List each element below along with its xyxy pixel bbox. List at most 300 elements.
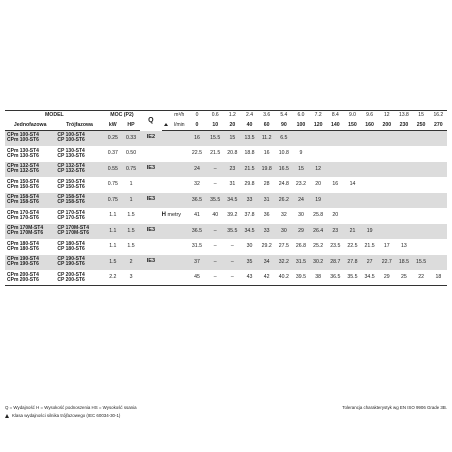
model-name: CP 132-ST4 bbox=[57, 163, 85, 169]
spacer-cell bbox=[171, 239, 187, 255]
q-m3h-7: 7.2 bbox=[310, 111, 327, 122]
ie-class bbox=[140, 208, 161, 224]
q-m3h-5: 5.4 bbox=[275, 111, 292, 122]
head-value: 36 bbox=[258, 208, 275, 224]
model-name: CP 190-ST6 bbox=[57, 261, 85, 268]
head-value: 42 bbox=[258, 270, 275, 286]
head-value bbox=[378, 131, 395, 147]
single-phase-model bbox=[5, 208, 55, 224]
q-lmin-7: 120 bbox=[310, 121, 327, 131]
model-name: CP 170-ST4 bbox=[57, 209, 85, 216]
three-phase-header: Trójfazowa bbox=[55, 121, 103, 131]
head-value: 30.2 bbox=[310, 255, 327, 271]
single-phase-model bbox=[5, 224, 55, 240]
table-row bbox=[5, 239, 447, 255]
head-value: 29 bbox=[292, 224, 309, 240]
head-value: 34.5 bbox=[224, 193, 241, 209]
head-value: 20.8 bbox=[224, 146, 241, 162]
spacer-cell bbox=[171, 146, 187, 162]
model-name: CP 170-ST6 bbox=[57, 214, 85, 221]
kw-value: 0.25 bbox=[104, 131, 122, 147]
kw-value: 2.2 bbox=[104, 270, 122, 286]
model-name: CPm 190-ST6 bbox=[7, 261, 39, 268]
head-value: 40 bbox=[207, 208, 224, 224]
head-value: 30 bbox=[292, 208, 309, 224]
table-row bbox=[5, 270, 447, 286]
head-value bbox=[327, 193, 344, 209]
head-value bbox=[430, 208, 447, 224]
q-lmin-4: 60 bbox=[258, 121, 275, 131]
head-value: 6.5 bbox=[275, 131, 292, 147]
head-value bbox=[413, 131, 430, 147]
head-value bbox=[413, 162, 430, 178]
head-value: 19 bbox=[310, 193, 327, 209]
head-value bbox=[378, 177, 395, 193]
model-name: CP 200-ST6 bbox=[57, 276, 85, 283]
head-value: – bbox=[224, 239, 241, 255]
q-m3h-4: 3.6 bbox=[258, 111, 275, 122]
power-header: MOC (P2) bbox=[104, 111, 140, 122]
head-value: 24 bbox=[187, 162, 206, 178]
model-name: CPm 190-ST4 bbox=[7, 256, 39, 262]
q-m3h-2: 1.2 bbox=[224, 111, 241, 122]
head-value: 18.5 bbox=[395, 255, 412, 271]
model-name: CPm 100-ST6 bbox=[7, 137, 39, 144]
three-phase-model bbox=[55, 270, 103, 286]
q-m3h-14: 16.2 bbox=[430, 111, 447, 122]
model-name: CP 150-ST4 bbox=[57, 178, 85, 185]
kw-value: 1.1 bbox=[104, 208, 122, 224]
head-value bbox=[430, 177, 447, 193]
head-value: 12 bbox=[310, 162, 327, 178]
hp-header: HP bbox=[122, 121, 140, 131]
head-value: 34.5 bbox=[361, 270, 378, 286]
head-value bbox=[378, 162, 395, 178]
model-name: CPm 200-ST6 bbox=[7, 276, 39, 283]
hp-value: 0.75 bbox=[122, 162, 140, 178]
head-value: 31.5 bbox=[292, 255, 309, 271]
h-axis-spacer bbox=[162, 255, 172, 271]
q-lmin-10: 160 bbox=[361, 121, 378, 131]
head-value bbox=[344, 162, 361, 178]
head-value bbox=[413, 239, 430, 255]
head-value: – bbox=[207, 239, 224, 255]
table-row bbox=[5, 146, 447, 162]
head-value: 45 bbox=[187, 270, 206, 286]
head-value: 36.5 bbox=[327, 270, 344, 286]
h-axis-label bbox=[161, 208, 181, 224]
head-value bbox=[395, 162, 412, 178]
head-value: – bbox=[224, 270, 241, 286]
head-value: 15.5 bbox=[207, 131, 224, 147]
h-unit: metry bbox=[167, 212, 181, 219]
head-value: 29 bbox=[378, 270, 395, 286]
head-value: 15.5 bbox=[413, 255, 430, 271]
head-value: 33 bbox=[258, 224, 275, 240]
head-value: 23.2 bbox=[292, 177, 309, 193]
three-phase-model bbox=[55, 162, 103, 178]
single-phase-header: Jednofazowa bbox=[5, 121, 55, 131]
q-m3h-0: 0 bbox=[187, 111, 206, 122]
model-name: CP 100-ST6 bbox=[57, 137, 85, 144]
q-m3h-3: 2.4 bbox=[241, 111, 258, 122]
head-value: – bbox=[207, 255, 224, 271]
head-value bbox=[430, 224, 447, 240]
head-value: 29.2 bbox=[258, 239, 275, 255]
model-name: CPm 150-ST6 bbox=[7, 183, 39, 190]
q-m3h-13: 15 bbox=[413, 111, 430, 122]
ie-class: IE2 bbox=[140, 131, 161, 147]
footer-legend: Q = Wydajność H = Wysokość podnoszenia HS = Wysokość ssania bbox=[5, 404, 137, 410]
q-lmin-0: 0 bbox=[187, 121, 206, 131]
spacer-cell bbox=[171, 177, 187, 193]
table-row bbox=[5, 255, 447, 271]
head-value: 39.5 bbox=[292, 270, 309, 286]
single-phase-model bbox=[5, 193, 55, 209]
q-m3h-12: 13.8 bbox=[395, 111, 412, 122]
h-axis-spacer bbox=[162, 224, 172, 240]
head-value bbox=[361, 208, 378, 224]
model-name: CPm 132-ST4 bbox=[7, 163, 39, 169]
single-phase-model bbox=[5, 131, 55, 147]
head-value: 18.8 bbox=[241, 146, 258, 162]
head-value: 23 bbox=[224, 162, 241, 178]
ie-class: IE3 bbox=[140, 193, 161, 209]
head-value bbox=[413, 224, 430, 240]
model-name: CP 150-ST6 bbox=[57, 183, 85, 190]
q-lmin-8: 140 bbox=[327, 121, 344, 131]
model-name: CP 180-ST4 bbox=[57, 240, 85, 247]
three-phase-model bbox=[55, 146, 103, 162]
q-m3h-1: 0.6 bbox=[207, 111, 224, 122]
head-value bbox=[430, 162, 447, 178]
head-value bbox=[361, 193, 378, 209]
spacer-cell bbox=[171, 193, 187, 209]
head-value: 20 bbox=[327, 208, 344, 224]
ie-class: IE3 bbox=[140, 255, 161, 271]
kw-header: kW bbox=[104, 121, 122, 131]
triangle-icon bbox=[5, 414, 9, 418]
head-value: – bbox=[224, 255, 241, 271]
model-name: CP 180-ST6 bbox=[57, 245, 85, 252]
head-value: 16 bbox=[258, 146, 275, 162]
q-m3h-9: 9.0 bbox=[344, 111, 361, 122]
head-value: 34.5 bbox=[241, 224, 258, 240]
head-value: 18 bbox=[430, 270, 447, 286]
hp-value: 1.5 bbox=[122, 224, 140, 240]
head-value bbox=[395, 224, 412, 240]
table-row bbox=[5, 193, 447, 209]
head-value: 22.7 bbox=[378, 255, 395, 271]
h-axis-spacer bbox=[162, 239, 172, 255]
footer-ie-note: Klasa wydajności silnika trójfazowego (IEC 60034-30-1) bbox=[12, 413, 121, 418]
head-value: 31.5 bbox=[187, 239, 206, 255]
h-axis-spacer bbox=[162, 162, 172, 178]
footer-tolerance: Tolerancja charakterystyk wg EN ISO 9906 Grade 3B. bbox=[342, 404, 447, 410]
ie-class: IE3 bbox=[140, 224, 161, 240]
three-phase-model bbox=[55, 177, 103, 193]
head-value bbox=[378, 224, 395, 240]
ie-class bbox=[140, 146, 161, 162]
head-value bbox=[395, 177, 412, 193]
head-value: 19.8 bbox=[258, 162, 275, 178]
model-name: CP 200-ST4 bbox=[57, 271, 85, 278]
head-value bbox=[344, 146, 361, 162]
head-value: 23.5 bbox=[327, 239, 344, 255]
hp-value: 1.5 bbox=[122, 239, 140, 255]
model-name: CP 158-ST4 bbox=[57, 194, 85, 200]
hp-value: 1 bbox=[122, 177, 140, 193]
q-lmin-2: 20 bbox=[224, 121, 241, 131]
head-value: 21.5 bbox=[361, 239, 378, 255]
head-value bbox=[378, 146, 395, 162]
model-name: CP 132-ST6 bbox=[57, 168, 85, 175]
table-body bbox=[5, 131, 447, 286]
head-value bbox=[361, 146, 378, 162]
table-row bbox=[5, 177, 447, 193]
head-value bbox=[395, 131, 412, 147]
head-value: 29.8 bbox=[241, 177, 258, 193]
head-value: 37.8 bbox=[241, 208, 258, 224]
h-axis-spacer bbox=[162, 193, 172, 209]
model-name: CP 170M-ST4 bbox=[57, 225, 89, 231]
head-value: 28.7 bbox=[327, 255, 344, 271]
head-value: 27.8 bbox=[344, 255, 361, 271]
performance-table bbox=[5, 110, 447, 286]
head-value bbox=[413, 177, 430, 193]
q-m3h-11: 12 bbox=[378, 111, 395, 122]
q-lmin-13: 250 bbox=[413, 121, 430, 131]
q-m3h-8: 8.4 bbox=[327, 111, 344, 122]
head-value: 32 bbox=[187, 177, 206, 193]
kw-value: 1.1 bbox=[104, 224, 122, 240]
model-name: CPm 180-ST6 bbox=[7, 245, 39, 252]
head-value bbox=[413, 208, 430, 224]
model-name: CPm 180-ST4 bbox=[7, 240, 39, 247]
head-value bbox=[430, 131, 447, 147]
head-value: 14 bbox=[344, 177, 361, 193]
head-value: 20 bbox=[310, 177, 327, 193]
model-name: CP 170M-ST6 bbox=[57, 230, 89, 237]
head-value: 41 bbox=[187, 208, 206, 224]
head-value: 13 bbox=[395, 239, 412, 255]
head-value: 13.5 bbox=[241, 131, 258, 147]
head-value bbox=[310, 131, 327, 147]
head-value bbox=[344, 208, 361, 224]
single-phase-model bbox=[5, 239, 55, 255]
q-lmin-14: 270 bbox=[430, 121, 447, 131]
head-value bbox=[344, 131, 361, 147]
ie-class bbox=[140, 270, 161, 286]
head-value: 27 bbox=[361, 255, 378, 271]
q-lmin-12: 230 bbox=[395, 121, 412, 131]
q-lmin-9: 150 bbox=[344, 121, 361, 131]
kw-value: 1.5 bbox=[104, 255, 122, 271]
head-value: 21 bbox=[344, 224, 361, 240]
head-value bbox=[310, 146, 327, 162]
head-value bbox=[430, 255, 447, 271]
ie-triangle-icon bbox=[162, 121, 172, 131]
head-value bbox=[344, 193, 361, 209]
q-unit-m3h: m³/h bbox=[171, 111, 187, 122]
model-name: CPm 170M-ST6 bbox=[7, 230, 44, 237]
spacer-cell bbox=[171, 255, 187, 271]
q-lmin-6: 100 bbox=[292, 121, 309, 131]
head-value bbox=[327, 146, 344, 162]
single-phase-model bbox=[5, 146, 55, 162]
q-lmin-3: 40 bbox=[241, 121, 258, 131]
head-value: 34 bbox=[258, 255, 275, 271]
table-row bbox=[5, 162, 447, 178]
head-value: 16 bbox=[327, 177, 344, 193]
h-axis-spacer bbox=[162, 177, 172, 193]
head-value: 30 bbox=[275, 224, 292, 240]
q-lmin-11: 200 bbox=[378, 121, 395, 131]
model-name: CP 100-ST4 bbox=[57, 132, 85, 138]
head-value: 35.5 bbox=[207, 193, 224, 209]
kw-value: 1.1 bbox=[104, 239, 122, 255]
q-lmin-1: 10 bbox=[207, 121, 224, 131]
head-value bbox=[361, 177, 378, 193]
three-phase-model bbox=[55, 193, 103, 209]
ie-class: IE3 bbox=[140, 162, 161, 178]
head-value bbox=[292, 131, 309, 147]
model-name: CPm 130-ST4 bbox=[7, 147, 39, 154]
ie-class bbox=[140, 177, 161, 193]
q-letter: Q bbox=[140, 111, 161, 131]
kw-value: 0.37 bbox=[104, 146, 122, 162]
head-value: 16.5 bbox=[275, 162, 292, 178]
three-phase-model bbox=[55, 239, 103, 255]
model-name: CP 130-ST6 bbox=[57, 152, 85, 159]
table-row bbox=[5, 224, 447, 240]
head-value: 27.5 bbox=[275, 239, 292, 255]
kw-value: 0.55 bbox=[104, 162, 122, 178]
model-name: CPm 100-ST4 bbox=[7, 132, 39, 138]
hp-value: 1.5 bbox=[122, 208, 140, 224]
model-name: CPm 200-ST4 bbox=[7, 271, 39, 278]
head-value: 33 bbox=[241, 193, 258, 209]
head-value: 28 bbox=[258, 177, 275, 193]
head-value bbox=[413, 146, 430, 162]
head-value: 35 bbox=[241, 255, 258, 271]
ie-class bbox=[140, 239, 161, 255]
head-value bbox=[327, 162, 344, 178]
head-value: 36.5 bbox=[187, 193, 206, 209]
head-value: 39.2 bbox=[224, 208, 241, 224]
head-value: 38 bbox=[310, 270, 327, 286]
head-value: 21.5 bbox=[207, 146, 224, 162]
head-value: 37 bbox=[187, 255, 206, 271]
h-axis-spacer bbox=[162, 270, 172, 286]
head-value: 32 bbox=[275, 208, 292, 224]
head-value bbox=[361, 131, 378, 147]
hp-value: 0.50 bbox=[122, 146, 140, 162]
head-value: 30 bbox=[241, 239, 258, 255]
model-name: CPm 130-ST6 bbox=[7, 152, 39, 159]
table-row bbox=[5, 208, 447, 224]
hp-value: 2 bbox=[122, 255, 140, 271]
head-value: 10.8 bbox=[275, 146, 292, 162]
q-lmin-5: 90 bbox=[275, 121, 292, 131]
head-value: – bbox=[207, 270, 224, 286]
hp-value: 0.33 bbox=[122, 131, 140, 147]
hp-value: 3 bbox=[122, 270, 140, 286]
head-value: 35.5 bbox=[344, 270, 361, 286]
head-value: 15 bbox=[292, 162, 309, 178]
model-name: CPm 158-ST4 bbox=[7, 194, 39, 200]
head-value: 25.8 bbox=[310, 208, 327, 224]
head-value: – bbox=[207, 162, 224, 178]
footer bbox=[5, 403, 447, 418]
head-value: 25.2 bbox=[310, 239, 327, 255]
head-value: 26.4 bbox=[310, 224, 327, 240]
h-letter: H bbox=[161, 212, 166, 219]
head-value: 22.5 bbox=[344, 239, 361, 255]
head-value: – bbox=[207, 177, 224, 193]
head-value: 24 bbox=[292, 193, 309, 209]
model-name: CPm 170-ST4 bbox=[7, 209, 39, 216]
model-name: CP 158-ST6 bbox=[57, 199, 85, 206]
three-phase-model bbox=[55, 224, 103, 240]
spacer-cell bbox=[171, 224, 187, 240]
model-header: MODEL bbox=[5, 111, 104, 122]
head-value bbox=[327, 131, 344, 147]
table-row bbox=[5, 131, 447, 147]
head-value: 17 bbox=[378, 239, 395, 255]
three-phase-model bbox=[55, 131, 103, 147]
head-value: 26.8 bbox=[292, 239, 309, 255]
head-value bbox=[395, 193, 412, 209]
head-value bbox=[378, 193, 395, 209]
spacer-cell bbox=[171, 270, 187, 286]
single-phase-model bbox=[5, 255, 55, 271]
head-value: 19 bbox=[361, 224, 378, 240]
kw-value: 0.75 bbox=[104, 177, 122, 193]
single-phase-model bbox=[5, 270, 55, 286]
head-value bbox=[430, 146, 447, 162]
head-value: 31 bbox=[224, 177, 241, 193]
single-phase-model bbox=[5, 162, 55, 178]
model-name: CP 130-ST4 bbox=[57, 147, 85, 154]
kw-value: 0.75 bbox=[104, 193, 122, 209]
three-phase-model bbox=[55, 208, 103, 224]
head-value: 25 bbox=[395, 270, 412, 286]
head-value bbox=[395, 146, 412, 162]
head-value: 32.2 bbox=[275, 255, 292, 271]
head-value: 24.8 bbox=[275, 177, 292, 193]
head-value: – bbox=[207, 224, 224, 240]
head-value: 22 bbox=[413, 270, 430, 286]
spacer-cell bbox=[171, 131, 187, 147]
q-unit-lmin: l/min bbox=[171, 121, 187, 131]
spacer-cell bbox=[171, 162, 187, 178]
q-m3h-10: 9.6 bbox=[361, 111, 378, 122]
head-value: 16 bbox=[187, 131, 206, 147]
head-value bbox=[361, 162, 378, 178]
model-name: CPm 150-ST4 bbox=[7, 178, 39, 185]
hp-value: 1 bbox=[122, 193, 140, 209]
q-m3h-6: 6.0 bbox=[292, 111, 309, 122]
head-value: 23 bbox=[327, 224, 344, 240]
head-value: 11.2 bbox=[258, 131, 275, 147]
head-value: 21.5 bbox=[241, 162, 258, 178]
head-value: 43 bbox=[241, 270, 258, 286]
head-value bbox=[430, 239, 447, 255]
h-axis-spacer bbox=[162, 131, 172, 147]
head-value: 22.5 bbox=[187, 146, 206, 162]
head-value: 31 bbox=[258, 193, 275, 209]
